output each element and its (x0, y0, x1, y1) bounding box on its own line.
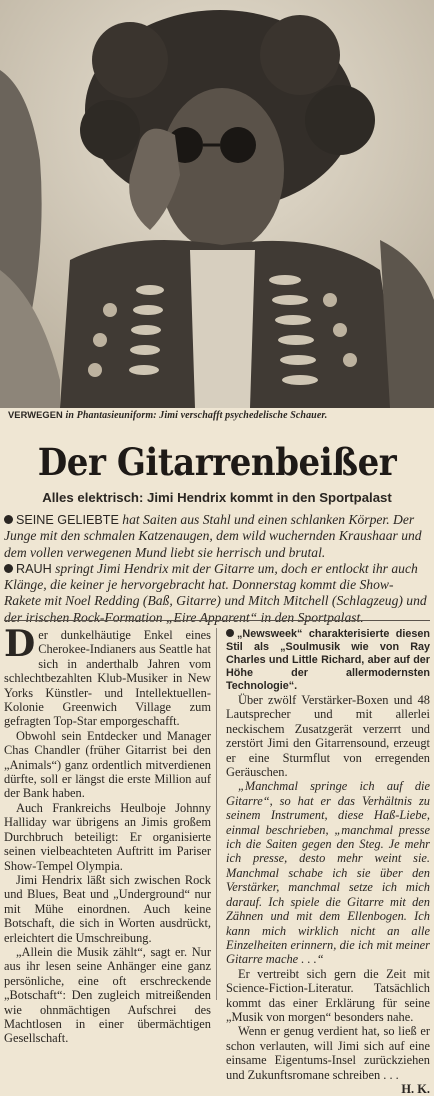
paragraph-text: er dunkelhäutige Enkel eines Cherokee-Indianers aus Seattle hat sich in anderthalb Jahren vom schlechtbezahlten Klub-Musiker in New Yorks Künstler- und Intellektuellen-Kolonie Greenwich Village zum gefragten Top-Star emporgeschafft. (4, 628, 211, 729)
section-rule (4, 620, 430, 621)
column-divider (216, 628, 217, 1000)
article-paragraph: Er vertreibt sich gern die Zeit mit Science-Fiction-Literatur. Tatsächlich kommt das einer Erklärung für seine „Musik von morgen“ besonders nahe. (226, 966, 430, 1024)
headline: Der Gitarrenbeißer (37, 440, 397, 484)
bullet-icon (226, 629, 234, 637)
article-column-right (226, 628, 430, 1096)
lead-text: springt Jimi Hendrix mit der Gitarre um, doch er entlockt ihr auch Klänge, die keiner je hervorgebracht hat. Donnerstag kommt die Show-Rakete mit Noel Redding (Baß, Gitarre) und Mitch Mitchell (Schlagzeug) und der irischen Rock-Formation „Eire Apparent“ in den Sportpalast. (4, 560, 427, 625)
bullet-icon (4, 515, 13, 524)
bullet-icon (4, 564, 13, 573)
subheadline: Alles elektrisch: Jimi Hendrix kommt in den Sportpalast (42, 490, 392, 505)
lead-paragraphs (4, 512, 430, 626)
article-paragraph (4, 623, 211, 729)
article-paragraph: „Allein die Musik zählt“, sagt er. Nur aus ihr lesen seine Anhänger eine ganz persönliche, eine oft erschreckende „Botschaft“: Den zugleich mitreißenden wie ohnmächtigen Aufschrei des Machtlosen in einer übermächtigen Gesellschaft. (4, 944, 211, 1046)
article-paragraph (226, 1024, 430, 1096)
lead-key: SEINE GELIEBTE (16, 513, 119, 527)
article-paragraph: Obwohl sein Entdecker und Manager Chas Chandler (früher Gitarrist bei den „Animals“) ganz ordentlich mitverdienen dürfte, soll er längst die erste Million auf der Bank haben. (4, 728, 211, 801)
caption-text: in Phantasieuniform: Jimi verschafft psychedelische Schauer. (62, 410, 328, 421)
photo-caption (8, 410, 428, 421)
article-paragraph: Auch Frankreichs Heulboje Johnny Halliday war übrigens an Jimis großem Durchbruch beteiligt: Er organisierte seinen vielbeachteten Auftritt im Pariser Show-Tempel Olympia. (4, 800, 211, 873)
article-paragraph: Jimi Hendrix läßt sich zwischen Rock und Blues, Beat und „Underground“ nur mit Mühe einordnen. Auch keine Botschaft, die sich in Worten ausdrückt, erleichtert die Umschreibung. (4, 872, 211, 945)
article-paragraph: Über zwölf Verstärker-Boxen und 48 Lautsprecher und mit allerlei neckischem Zusatzgerät verzerrt und zerstört Jimi den Gitarrensound, erzeugt er eine Sturmflut von erregenden Geräuschen. (226, 693, 430, 780)
pull-quote (226, 628, 430, 693)
portrait-photo (0, 0, 434, 408)
paragraph-text: Wenn er genug verdient hat, so ließ er schon verlauten, will Jimi sich auf eine einsame Eigentums-Insel zurückziehen und Zukunftsromane schreiben . . . (226, 1024, 430, 1082)
drop-cap: D (4, 623, 36, 665)
caption-label: VERWEGEN (8, 410, 63, 420)
lead-paragraph (4, 512, 430, 561)
author-signature: H. K. (401, 1081, 430, 1096)
article-paragraph: „Manchmal springe ich auf die Gitarre“, so hat er das Verhältnis zu seinem Instrument, diese Haß-Liebe, einmal beschrieben, „manchmal presse ich die Saiten gegen den Steg. Je mehr ich presse, desto mehr weint sie. Manchmal schabe ich sie über den Verstärker, manchmal setze ich mich darauf. Ich spiele die Gitarre mit den Zähnen und mit dem Ellenbogen. Ich kann mich wirklich nicht an alle Einzelheiten erinnern, die ich mit meiner Gitarre mache . . .“ (226, 779, 430, 967)
lead-key: RAUH (16, 561, 52, 576)
article-column-left (4, 623, 211, 1046)
lead-text: hat Saiten aus Stahl und einen schlanken Körper. Der Junge mit den schmalen Katzenaugen, dem wild wuchernden Kraushaar und dem vollen verwegenen Mund liebt sie herrisch und brutal. (4, 512, 422, 560)
pull-quote-text: „Newsweek“ charakterisierte diesen Stil als „Soulmusik wie von Ray Charles und Little Richard, aber auf der Höhe der allermodernsten Technologie“. (226, 628, 430, 692)
lead-paragraph (4, 561, 430, 626)
